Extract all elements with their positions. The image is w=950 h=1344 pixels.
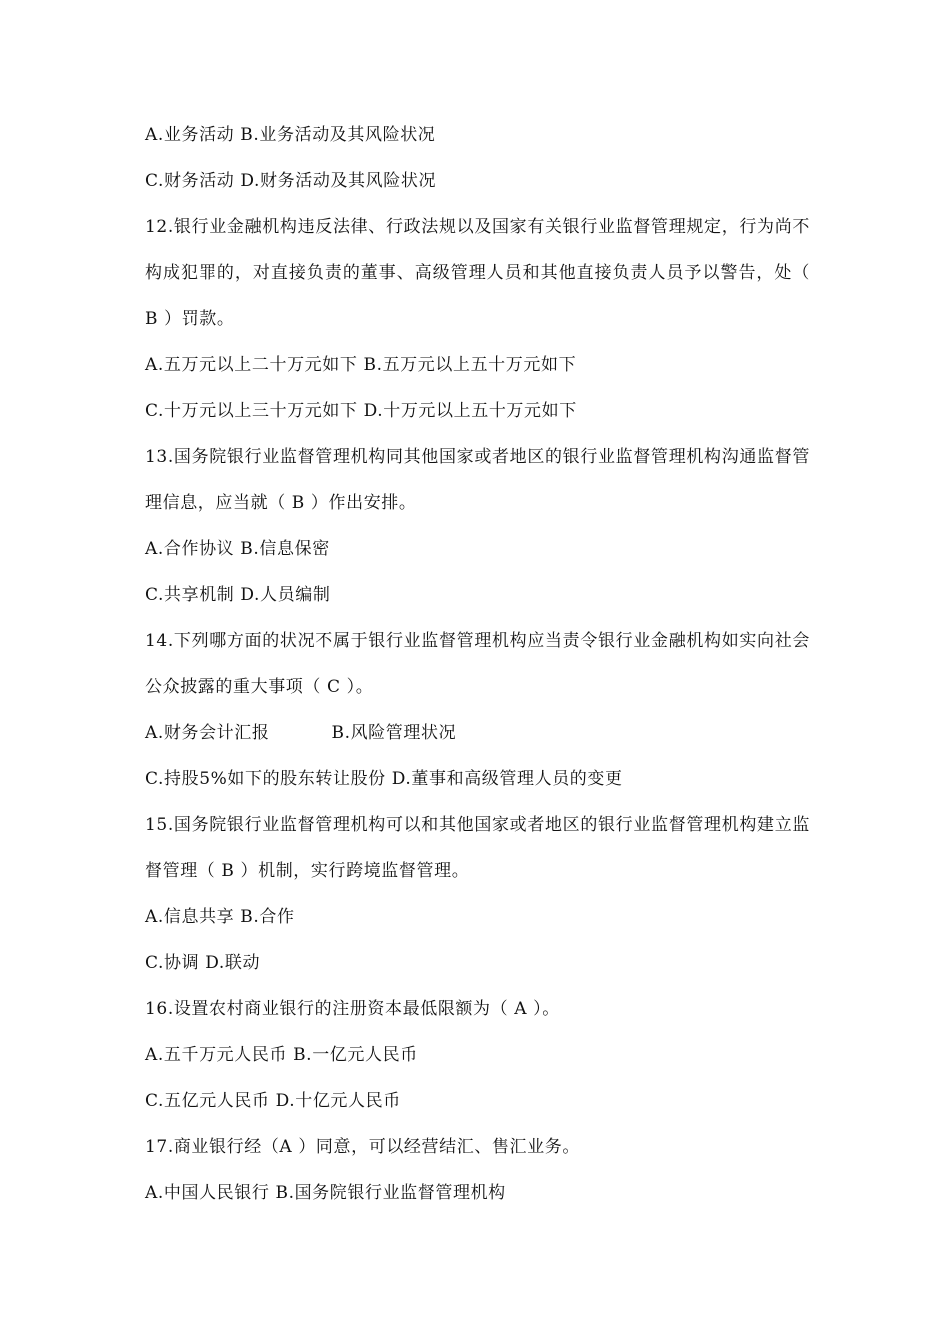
option-b: B.风险管理状况 — [331, 723, 457, 743]
question-12: 12.银行业金融机构违反法律、行政法规以及国家有关银行业监督管理规定，行为尚不构成犯罪的，对直接负责的董事、高级管理人员和其他直接负责人员予以警告，处（ B ）罚款。 — [145, 217, 810, 329]
option-b: B.合作 — [240, 907, 295, 927]
question-13: 13.国务院银行业监督管理机构同其他国家或者地区的银行业监督管理机构沟通监督管理信息，应当就（ B ）作出安排。 — [145, 447, 810, 513]
option-line — [145, 710, 810, 756]
option-c: C.协调 — [145, 953, 206, 973]
question-14: 14.下列哪方面的状况不属于银行业监督管理机构应当责令银行业金融机构如实向社会公众披露的重大事项（ C ）。 — [145, 631, 810, 697]
option-line — [145, 572, 810, 618]
option-b: B.五万元以上五十万元如下 — [363, 355, 577, 375]
option-d: D.十万元以上五十万元如下 — [363, 401, 577, 421]
option-c: C.持股5%如下的股东转让股份 — [145, 769, 392, 789]
exam-content — [145, 112, 810, 1216]
option-d: D.财务活动及其风险状况 — [240, 171, 437, 191]
option-a: A.财务会计汇报 — [145, 723, 270, 743]
option-c: C.十万元以上三十万元如下 — [145, 401, 364, 421]
option-line — [145, 526, 810, 572]
option-a: A.合作协议 — [145, 539, 241, 559]
option-d: D.董事和高级管理人员的变更 — [391, 769, 623, 789]
option-line — [145, 112, 810, 158]
option-line — [145, 342, 810, 388]
option-b: B.信息保密 — [240, 539, 330, 559]
option-line — [145, 388, 810, 434]
option-d: D.联动 — [205, 953, 261, 973]
option-line — [145, 1078, 810, 1124]
option-line — [145, 1032, 810, 1078]
option-line — [145, 894, 810, 940]
option-c: C.财务活动 — [145, 171, 241, 191]
question-16: 16.设置农村商业银行的注册资本最低限额为（ A ）。 — [145, 999, 560, 1019]
option-d: D.人员编制 — [240, 585, 331, 605]
option-d: D.十亿元人民币 — [275, 1091, 401, 1111]
option-a: A.信息共享 — [145, 907, 241, 927]
option-line — [145, 940, 810, 986]
option-line — [145, 1170, 810, 1216]
option-a: A.中国人民银行 — [145, 1183, 276, 1203]
question-15: 15.国务院银行业监督管理机构可以和其他国家或者地区的银行业监督管理机构建立监督管理（ B ）机制，实行跨境监督管理。 — [145, 815, 810, 881]
option-b: B.一亿元人民币 — [293, 1045, 418, 1065]
option-a: A.业务活动 — [145, 125, 241, 145]
option-b: B.业务活动及其风险状况 — [240, 125, 436, 145]
option-b: B.国务院银行业监督管理机构 — [275, 1183, 506, 1203]
question-17: 17.商业银行经（A ）同意，可以经营结汇、售汇业务。 — [145, 1137, 580, 1157]
option-c: C.五亿元人民币 — [145, 1091, 276, 1111]
option-a: A.五万元以上二十万元如下 — [145, 355, 364, 375]
option-c: C.共享机制 — [145, 585, 241, 605]
option-line — [145, 756, 810, 802]
option-a: A.五千万元人民币 — [145, 1045, 294, 1065]
option-line — [145, 158, 810, 204]
